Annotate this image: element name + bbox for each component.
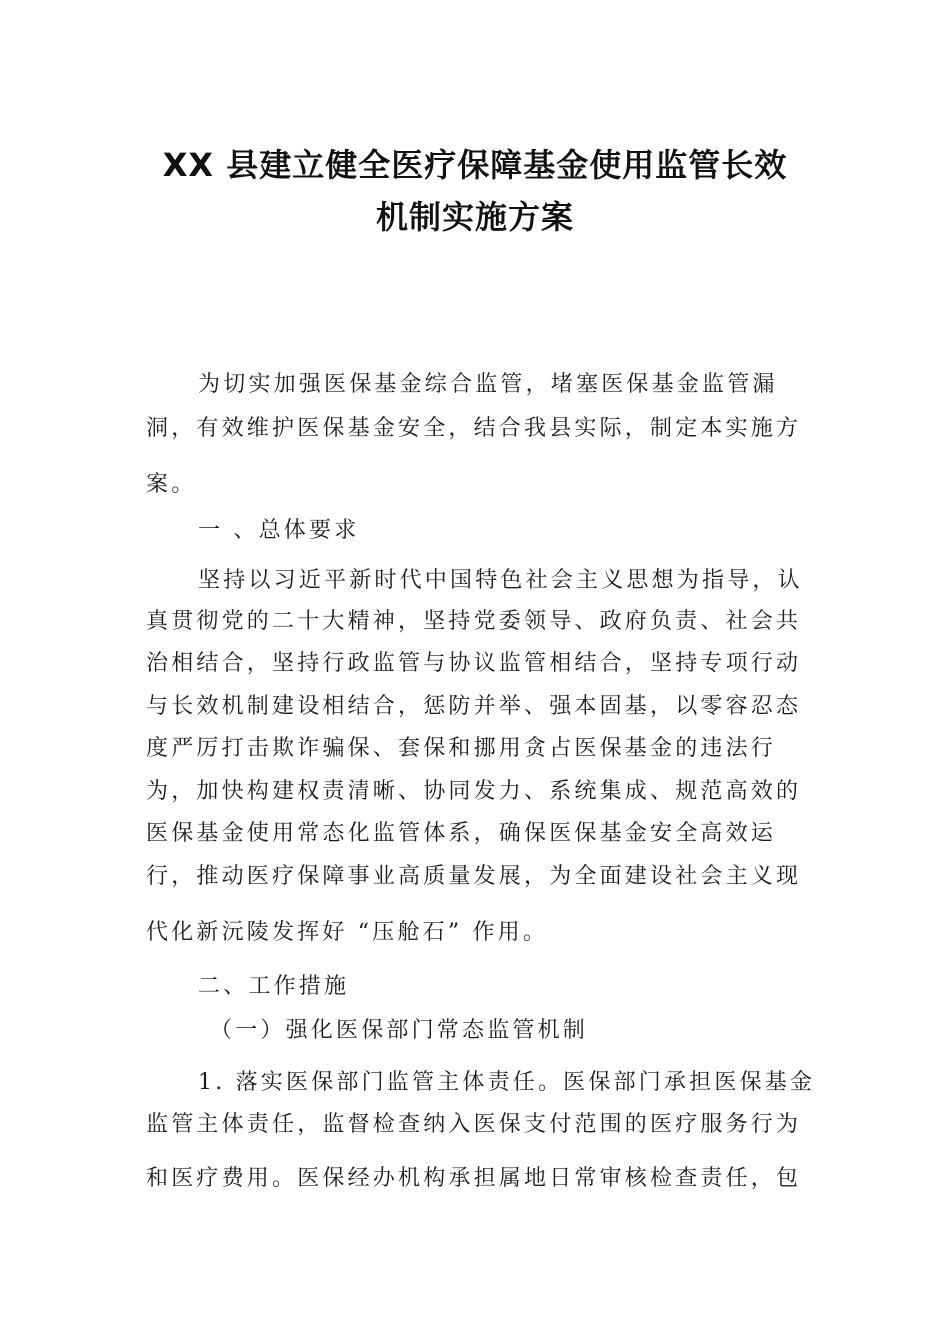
section-heading-2: 二、工作措施 <box>198 974 350 999</box>
paragraph-measure-line-2: 监管主体责任，监督检查纳入医保支付范围的医疗服务行为 <box>146 1112 802 1137</box>
paragraph-requirements-line-3: 治相结合，坚持行政监管与协议监管相结合，坚持专项行动 <box>146 651 802 676</box>
paragraph-requirements-line-7: 医保基金使用常态化监管体系，确保医保基金安全高效运 <box>146 821 777 846</box>
paragraph-requirements-line-8: 行，推动医疗保障事业高质量发展，为全面建设社会主义现 <box>146 864 802 889</box>
section-heading-1: 一 、总体要求 <box>198 518 360 543</box>
paragraph-requirements-line-4: 与长效机制建设相结合，惩防并举、强本固基，以零容忍态 <box>146 694 802 719</box>
paragraph-intro-line-3: 案。 <box>146 472 197 497</box>
paragraph-requirements-line-5: 度严厉打击欺诈骗保、套保和挪用贪占医保基金的违法行 <box>146 736 777 761</box>
paragraph-measure-line-1: 1. 落实医保部门监管主体责任。医保部门承担医保基金 <box>198 1070 816 1095</box>
document-title-line-2: 机制实施方案 <box>375 198 574 236</box>
paragraph-measure-line-3: 和医疗费用。医保经办机构承担属地日常审核检查责任，包 <box>146 1166 802 1191</box>
paragraph-requirements-line-9: 代化新沅陵发挥好 “压舱石” 作用。 <box>146 920 549 945</box>
paragraph-requirements-line-2: 真贯彻党的二十大精神，坚持党委领导、政府负责、社会共 <box>146 609 802 634</box>
subsection-heading-1: （一）强化医保部门常态监管机制 <box>210 1018 589 1043</box>
document-title-line-1: XX 县建立健全医疗保障基金使用监管长效 <box>162 146 788 184</box>
paragraph-requirements-line-6: 为，加快构建权责清晰、协同发力、系统集成、规范高效的 <box>146 779 802 804</box>
paragraph-intro-line-2: 洞，有效维护医保基金安全，结合我县实际，制定本实施方 <box>146 416 802 441</box>
paragraph-intro-line-1: 为切实加强医保基金综合监管，堵塞医保基金监管漏 <box>198 372 778 397</box>
paragraph-requirements-line-1: 坚持以习近平新时代中国特色社会主义思想为指导，认 <box>198 568 803 593</box>
